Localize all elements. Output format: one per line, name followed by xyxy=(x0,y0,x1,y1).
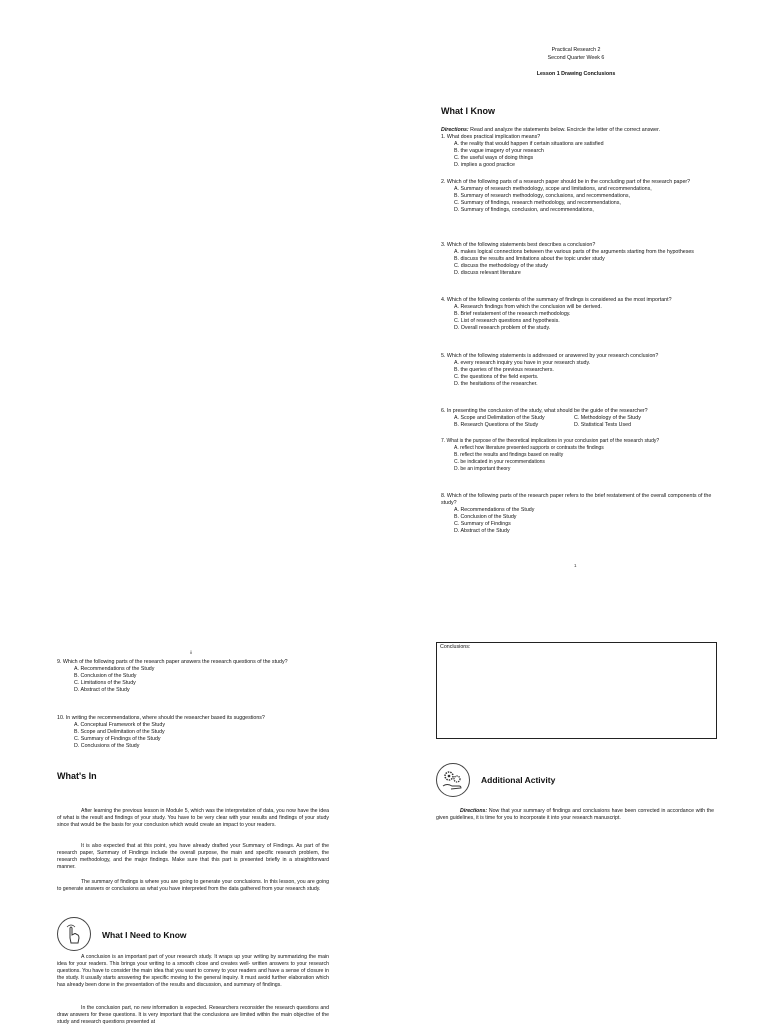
question-7-block xyxy=(441,438,711,473)
q1-option-c: C. the useful ways of doing things xyxy=(454,155,534,162)
q6-option-d: D. Statistical Tests Used xyxy=(574,422,632,429)
q5-option-b: B. the queries of the previous researchers. xyxy=(454,367,554,374)
directions-label: Directions: xyxy=(441,127,469,133)
question-6: 6. In presenting the conclusion of the study, what should be the guide of the researcher? xyxy=(441,408,648,414)
q9-option-d: D. Abstract of the Study xyxy=(74,687,130,694)
q10-option-b: B. Scope and Delimitation of the Study xyxy=(74,729,165,736)
need-to-know-paragraph-2: In the conclusion part, no new information is expected. Researchers reconsider the research questions and draw answers for these questions. It is very important that the conclusions are limited within the main objective of the study and research questions presented at xyxy=(57,1005,329,1025)
hand-touch-icon xyxy=(57,917,91,951)
q5-option-a: A. every research inquiry you have in your research study. xyxy=(454,360,591,367)
page-number-1: 1 xyxy=(574,563,577,568)
q4-option-d: D. Overall research problem of the study. xyxy=(454,325,551,332)
question-3: 3. Which of the following statements best describes a conclusion? xyxy=(441,242,596,248)
question-10: 10. In writing the recommendations, where should the researcher based its suggestions? xyxy=(57,715,265,721)
q8-option-b: B. Conclusion of the Study xyxy=(454,514,517,521)
q10-option-a: A. Conceptual Framework of the Study xyxy=(74,722,165,729)
question-8-block xyxy=(441,493,716,536)
q8-option-c: C. Summary of Findings xyxy=(454,521,511,528)
whats-in-title: What's In xyxy=(57,771,97,781)
q3-option-a: A. makes logical connections between the various parts of the arguments starting from the hypotheses xyxy=(454,249,694,256)
q1-option-a: A. the reality that would happen if certain situations are satisfied xyxy=(454,141,604,148)
q9-option-a: A. Recommendations of the Study xyxy=(74,666,155,673)
question-7: 7. What is the purpose of the theoretical implications in your conclusion part of the research study? xyxy=(441,438,660,444)
q8-option-d: D. Abstract of the Study xyxy=(454,528,510,535)
q6-row-1 xyxy=(441,415,716,422)
directions-text: Read and analyze the statements below. Encircle the letter of the correct answer. xyxy=(468,127,661,133)
q7-option-a: A. reflect how literature presented supports or contrasts the findings xyxy=(454,445,604,452)
whats-in-paragraph-2: It is also expected that at this point, you have already drafted your Summary of Findings. As part of the research paper, Summary of Findings include the overall purpose, the main and specific research problem, the research methodology, and the major findings. Make sure that this part is presented briefly in a straightforward manner. xyxy=(57,843,329,870)
q2-option-a: A. Summary of research methodology, scope and limitations, and recommendations, xyxy=(454,186,652,193)
question-6-block xyxy=(441,408,716,429)
q3-option-d: D. discuss relevant literature xyxy=(454,270,521,277)
q3-option-c: C. discuss the methodology of the study xyxy=(454,263,548,270)
whats-in-paragraph-3: The summary of findings is where you are going to generate your conclusions. In this lesson, you are going to generate answers or conclusions as what you have interpreted from the data gathered from your research study. xyxy=(57,879,329,892)
q10-option-c: C. Summary of Findings of the Study xyxy=(74,736,161,743)
directions xyxy=(441,127,716,134)
activity-directions-text: Now that your summary of findings and conclusions have been corrected in accordance with the given guidelines, it is time for you to incorporate it into your research manuscript. xyxy=(436,808,714,821)
conclusions-label: Conclusions: xyxy=(440,644,471,650)
question-2-block xyxy=(441,179,716,214)
q4-option-c: C. List of research questions and hypothesis. xyxy=(454,318,560,325)
q6-row-2 xyxy=(441,422,716,429)
question-10-block xyxy=(57,715,337,750)
gears-icon xyxy=(436,763,470,797)
q9-option-c: C. Limitations of the Study xyxy=(74,680,136,687)
whats-in-paragraph-1: After learning the previous lesson in Module 5, which was the interpretation of data, you now have the idea of what is the result and findings of your study. You have to be very clear with your results and findings of your study since that would be the basis for your conclusion which would create an impact to your readers. xyxy=(57,808,329,828)
question-1: 1. What does practical implication means? xyxy=(441,134,541,141)
page-number-ii: ii xyxy=(190,650,192,655)
question-9: 9. Which of the following parts of the research paper answers the research questions of the study? xyxy=(57,659,288,665)
what-i-know-block xyxy=(441,127,716,170)
question-5: 5. Which of the following statements is addressed or answered by your research conclusion? xyxy=(441,353,659,359)
question-8: 8. Which of the following parts of the research paper refers to the brief restatement of the overall components of the study? xyxy=(441,493,712,507)
question-3-block xyxy=(441,242,716,277)
q2-option-d: D. Summary of findings, conclusion, and recommendations, xyxy=(454,207,594,214)
activity-directions-label: Directions: xyxy=(460,808,488,814)
question-4-block xyxy=(441,297,716,332)
lesson-title: Lesson 1 Drawing Conclusions xyxy=(536,71,616,77)
activity-directions xyxy=(436,808,714,822)
q6-option-a: A. Scope and Delimitation of the Study xyxy=(454,415,545,422)
q3-option-b: B. discuss the results and limitations about the topic under study xyxy=(454,256,605,263)
q8-option-a: A. Recommendations of the Study xyxy=(454,507,535,514)
q5-option-d: D. the hesitations of the researcher. xyxy=(454,381,538,388)
question-4: 4. Which of the following contents of the summary of findings is considered as the most important? xyxy=(441,297,672,303)
q4-option-b: B. Brief restatement of the research methodology. xyxy=(454,311,571,318)
header-subject: Practical Research 2 xyxy=(551,47,601,53)
q4-option-a: A. Research findings from which the conclusion will be derived. xyxy=(454,304,602,311)
q2-option-b: B. Summary of research methodology, conclusions, and recommendations, xyxy=(454,193,630,200)
q1-option-d: D. implies a good practice xyxy=(454,162,515,169)
q2-option-c: C. Summary of findings, research methodology, and recommendations, xyxy=(454,200,621,207)
q7-option-b: B. reflect the results and findings based on reality xyxy=(454,452,564,459)
q9-option-b: B. Conclusion of the Study xyxy=(74,673,137,680)
need-to-know-paragraph-1: A conclusion is an important part of your research study. It wraps up your writing by summarizing the main idea for your readers. This brings your writing to a smooth close and creates well- written answers to your research questions. You have to consider the main idea that you want to convey to your readers and have a sense of closure in the study. It usually starts answering the specific moving to the general inquiry. It must avoid further elaboration which has already been done in the presentation of the results and discussion, and summary of findings. xyxy=(57,954,329,988)
q1-option-b: B. the vague imagery of your research xyxy=(454,148,544,155)
question-5-block xyxy=(441,353,716,388)
q5-option-c: C. the questions of the field experts. xyxy=(454,374,539,381)
conclusions-box[interactable] xyxy=(436,642,717,739)
what-i-know-title: What I Know xyxy=(441,106,495,116)
q7-option-d: D. be an important theory xyxy=(454,466,511,473)
question-2: 2. Which of the following parts of a research paper should be in the concluding part of the research paper? xyxy=(441,179,691,185)
header-quarter: Second Quarter Week 6 xyxy=(547,55,605,61)
q6-option-b: B. Research Questions of the Study xyxy=(454,422,539,429)
additional-activity-title: Additional Activity xyxy=(481,775,556,785)
question-9-block xyxy=(57,659,332,694)
q10-option-d: D. Conclusions of the Study xyxy=(74,743,140,750)
q7-option-c: C. be indicated in your recommendations xyxy=(454,459,545,466)
need-to-know-title: What I Need to Know xyxy=(102,930,187,940)
q6-option-c: C. Methodology of the Study xyxy=(574,415,641,422)
